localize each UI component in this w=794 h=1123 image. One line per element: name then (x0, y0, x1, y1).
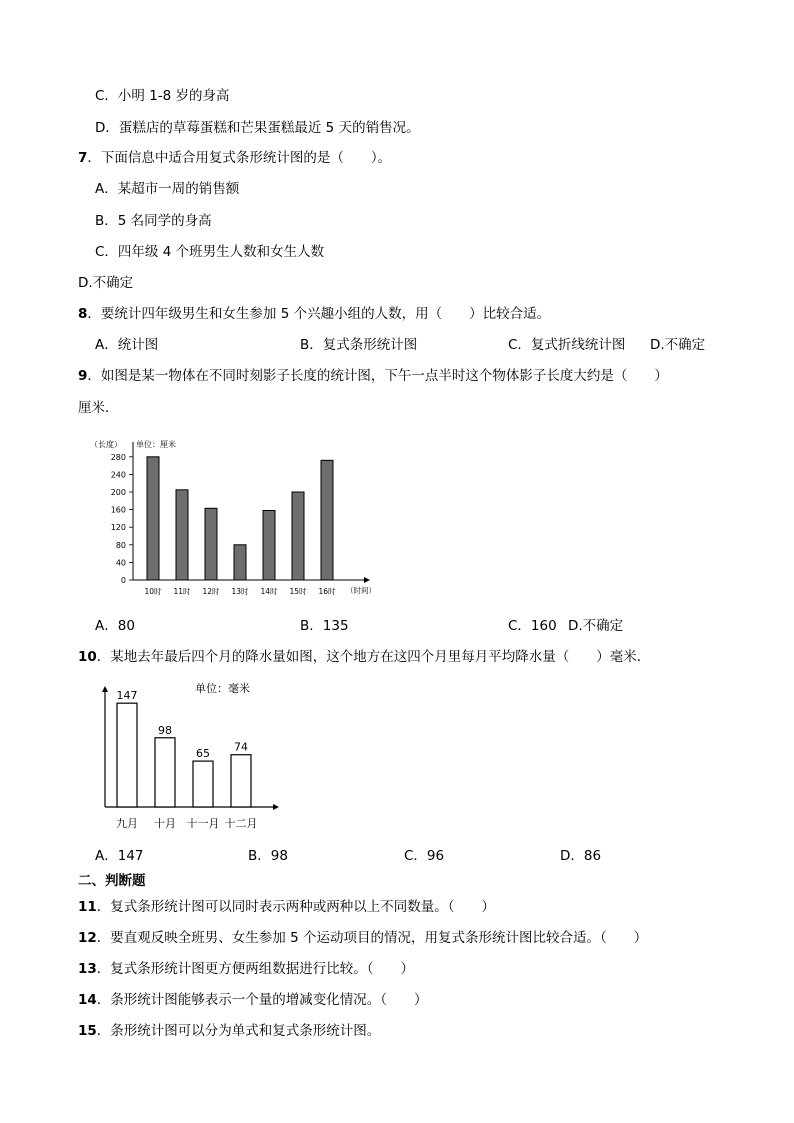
question-number: 14 (78, 992, 97, 1008)
data-label: 74 (234, 740, 248, 754)
question-text: ．如图是某一物体在不同时刻影子长度的统计图，下午一点半时这个物体影子长度大约是（ ） (87, 368, 668, 384)
data-label: 98 (158, 723, 172, 737)
question-14 (78, 988, 428, 1008)
bar (193, 761, 213, 807)
q7-option-a: A．某超市一周的销售额 (95, 181, 240, 197)
q8-option-d: D.不确定 (650, 337, 706, 353)
bar (231, 755, 251, 807)
y-tick-label: 80 (115, 540, 126, 550)
question-10 (78, 645, 650, 665)
q9-option-a: A．80 (95, 618, 135, 634)
q10-option-a: A．147 (95, 848, 144, 864)
y-tick-label: 240 (110, 470, 126, 480)
question-text: ．复式条形统计图可以同时表示两种或两种以上不同数量。（ ） (96, 899, 496, 915)
question-text: ．条形统计图可以分为单式和复式条形统计图。 (96, 1023, 381, 1039)
q8-option-c: C．复式折线统计图 (508, 337, 626, 353)
question-7 (78, 146, 391, 166)
question-number: 13 (78, 961, 97, 977)
x-tick-label: 九月 (116, 817, 138, 830)
y-tick-label: 160 (110, 505, 126, 515)
question-8 (78, 302, 550, 322)
question-number: 12 (78, 930, 97, 946)
q8-option-b: B．复式条形统计图 (300, 337, 418, 353)
question-text: ．要统计四年级男生和女生参加 5 个兴趣小组的人数，用（ ）比较合适。 (87, 306, 551, 322)
data-label: 65 (196, 747, 210, 761)
x-tick-label: 14时 (260, 587, 278, 596)
q9-option-d: D.不确定 (568, 618, 624, 634)
unit-label: 单位：毫米 (195, 682, 250, 695)
question-text: ．要直观反映全班男、女生参加 5 个运动项目的情况，用复式条形统计图比较合适。（ ） (96, 930, 648, 946)
question-12 (78, 926, 647, 946)
question-number: 15 (78, 1023, 97, 1039)
question-11 (78, 895, 495, 915)
rainfall-bar-chart (90, 680, 300, 835)
question-number: 9 (78, 368, 88, 384)
question-text: ．复式条形统计图更方便两组数据进行比较。（ ） (96, 961, 415, 977)
y-tick-label: 0 (120, 576, 126, 585)
x-axis-arrow (364, 577, 370, 583)
q9-text-continued: 厘米． (78, 400, 119, 416)
bar (234, 545, 246, 580)
question-text: ．条形统计图能够表示一个量的增减变化情况。（ ） (96, 992, 428, 1008)
question-13 (78, 957, 414, 977)
bar (205, 508, 217, 580)
x-tick-label: 15时 (289, 587, 307, 596)
question-text: ．某地去年最后四个月的降水量如图，这个地方在这四个月里每月平均降水量（ ）毫米． (96, 649, 651, 665)
question-number: 10 (78, 649, 97, 665)
q10-option-d: D．86 (560, 848, 602, 864)
prev-option-d: D．蛋糕店的草莓蛋糕和芒果蛋糕最近 5 天的销售况。 (95, 120, 420, 136)
bar (117, 703, 137, 807)
question-text: ．下面信息中适合用复式条形统计图的是（ ）。 (87, 150, 392, 166)
data-label: 147 (116, 689, 138, 703)
q9-option-c: C．160 (508, 618, 557, 634)
shadow-length-bar-chart (88, 430, 388, 605)
bar (263, 510, 275, 580)
x-tick-label: 16时 (318, 587, 336, 596)
bar (147, 457, 159, 580)
bar (176, 490, 188, 580)
prev-option-c: C．小明 1-8 岁的身高 (95, 88, 230, 104)
y-tick-label: 200 (110, 488, 126, 497)
x-tick-label: 十月 (154, 817, 176, 830)
question-9 (78, 364, 668, 384)
x-axis-arrow (273, 804, 279, 810)
question-15 (78, 1019, 380, 1039)
q7-option-b: B．5 名同学的身高 (95, 213, 212, 229)
q8-option-a: A．统计图 (95, 337, 159, 353)
question-number: 11 (78, 899, 97, 915)
y-axis-arrow (102, 686, 108, 692)
y-tick-label: 120 (110, 523, 126, 533)
bar (321, 460, 333, 580)
q7-option-d: D.不确定 (78, 275, 134, 291)
x-tick-label: 十二月 (224, 817, 258, 830)
y-tick-label: 40 (115, 558, 126, 568)
q10-option-b: B．98 (248, 848, 288, 864)
x-tick-label: 10时 (144, 587, 162, 596)
x-tick-label: 12时 (202, 587, 220, 596)
q10-option-c: C．96 (404, 848, 445, 864)
y-axis-label: （长度） (90, 440, 122, 449)
q7-option-c: C．四年级 4 个班男生人数和女生人数 (95, 244, 325, 260)
y-tick-label: 280 (110, 452, 126, 462)
x-axis-label: （时间） (346, 586, 376, 595)
question-number: 8 (78, 306, 88, 322)
x-tick-label: 13时 (231, 587, 249, 596)
bar (155, 738, 175, 807)
x-tick-label: 十一月 (186, 817, 220, 830)
section-title: 二、判断题 (78, 873, 146, 889)
x-tick-label: 11时 (173, 587, 191, 596)
unit-label: 单位：厘米 (136, 440, 176, 449)
question-number: 7 (78, 150, 88, 166)
bar (292, 492, 304, 580)
q9-option-b: B．135 (300, 618, 349, 634)
